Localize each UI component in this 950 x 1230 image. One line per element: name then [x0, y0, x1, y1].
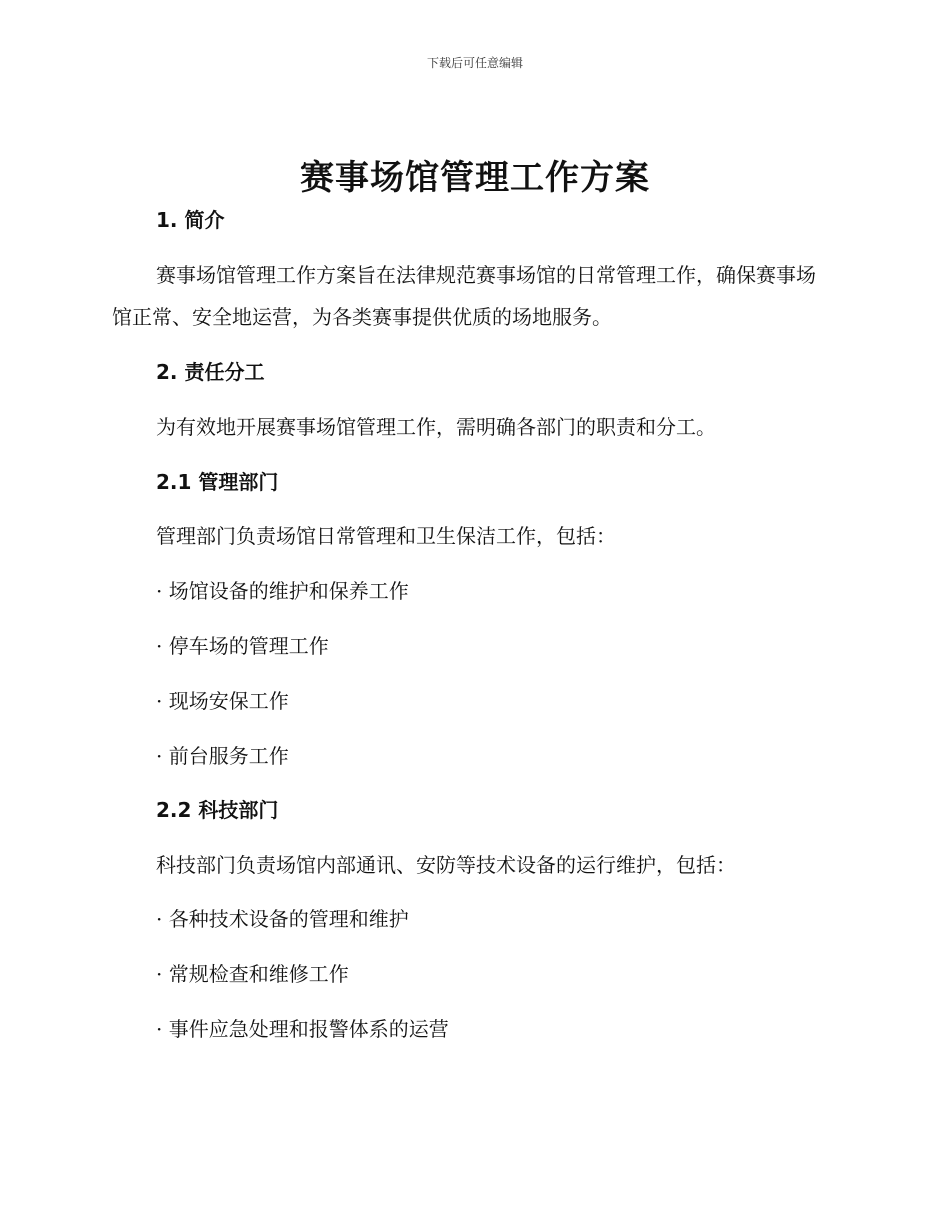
section-2-heading: 2. 责任分工 [156, 360, 265, 384]
list-item: · 各种技术设备的管理和维护 [156, 907, 409, 931]
page-header-note: 下载后可任意编辑 [426, 56, 523, 70]
document-title: 赛事场馆管理工作方案 [300, 158, 650, 198]
list-item: · 事件应急处理和报警体系的运营 [156, 1017, 449, 1041]
section-1-paragraph: 赛事场馆管理工作方案旨在法律规范赛事场馆的日常管理工作，确保赛事场馆正常、安全地运营，为各类赛事提供优质的场地服务。 [112, 263, 816, 329]
list-item: · 场馆设备的维护和保养工作 [156, 579, 409, 603]
section-2-1-intro: 管理部门负责场馆日常管理和卫生保洁工作，包括： [156, 524, 616, 548]
list-item: · 停车场的管理工作 [156, 634, 329, 658]
section-1-heading: 1. 简介 [156, 208, 225, 232]
list-item: · 现场安保工作 [156, 689, 289, 713]
section-2-1-heading: 2.1 管理部门 [156, 470, 279, 494]
section-2-paragraph: 为有效地开展赛事场馆管理工作，需明确各部门的职责和分工。 [156, 415, 716, 439]
section-2-2-intro: 科技部门负责场馆内部通讯、安防等技术设备的运行维护，包括： [156, 853, 736, 877]
list-item: · 常规检查和维修工作 [156, 962, 349, 986]
list-item: · 前台服务工作 [156, 744, 289, 768]
section-2-2-heading: 2.2 科技部门 [156, 798, 279, 822]
